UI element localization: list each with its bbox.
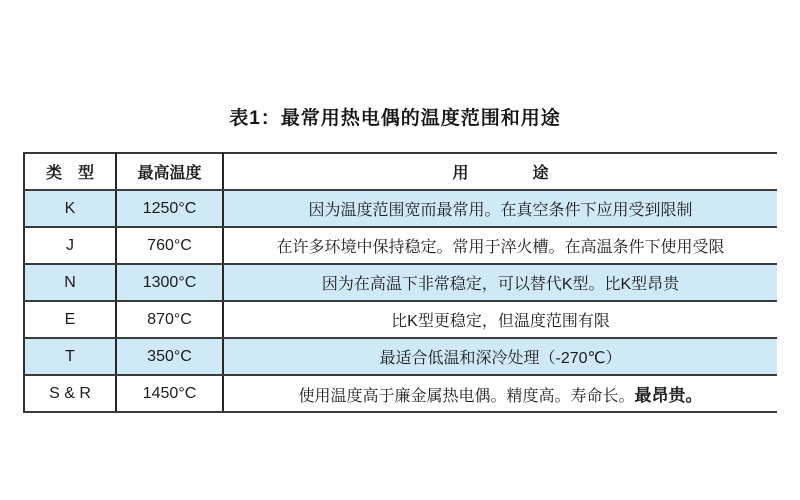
use-cell [223,264,777,301]
header-type: 类 型 [24,153,116,190]
use-text: 因为温度范围宽而最常用。在真空条件下应用受到限制 [308,202,693,219]
use-cell [223,190,777,227]
table-row [24,301,777,338]
max-temp-cell: 1300°C [116,264,223,301]
max-temp-cell: 1450°C [116,375,223,412]
type-cell: E [24,301,116,338]
use-cell [223,227,777,264]
table-row [24,338,777,375]
max-temp-cell: 1250°C [116,190,223,227]
table-row [24,264,777,301]
use-text: 在许多环境中保持稳定。常用于淬火槽。在高温条件下使用受限 [276,239,725,256]
header-use: 用 途 [223,153,777,190]
max-temp-cell: 350°C [116,338,223,375]
header-max-temp: 最高温度 [116,153,223,190]
use-text: 使用温度高于廉金属热电偶。精度高。寿命长。 [298,388,635,405]
max-temp-cell: 760°C [116,227,223,264]
type-cell: S & R [24,375,116,412]
page-title: 表1：最常用热电偶的温度范围和用途 [229,108,561,129]
type-cell: T [24,338,116,375]
table-header-row [24,153,777,190]
use-text: 比K型更稳定，但温度范围有限 [391,313,610,330]
use-cell [223,301,777,338]
use-cell [223,338,777,375]
thermocouple-table [23,152,777,413]
table-row [24,375,777,412]
use-cell [223,375,777,412]
type-cell: K [24,190,116,227]
max-temp-cell: 870°C [116,301,223,338]
type-cell: J [24,227,116,264]
use-text-bold: 最昂贵。 [634,386,703,405]
type-cell: N [24,264,116,301]
use-text: 最适合低温和深冷处理（-270℃） [379,350,622,367]
table-row [24,190,777,227]
use-text: 因为在高温下非常稳定，可以替代K型。比K型昂贵 [321,276,680,293]
table-row [24,227,777,264]
